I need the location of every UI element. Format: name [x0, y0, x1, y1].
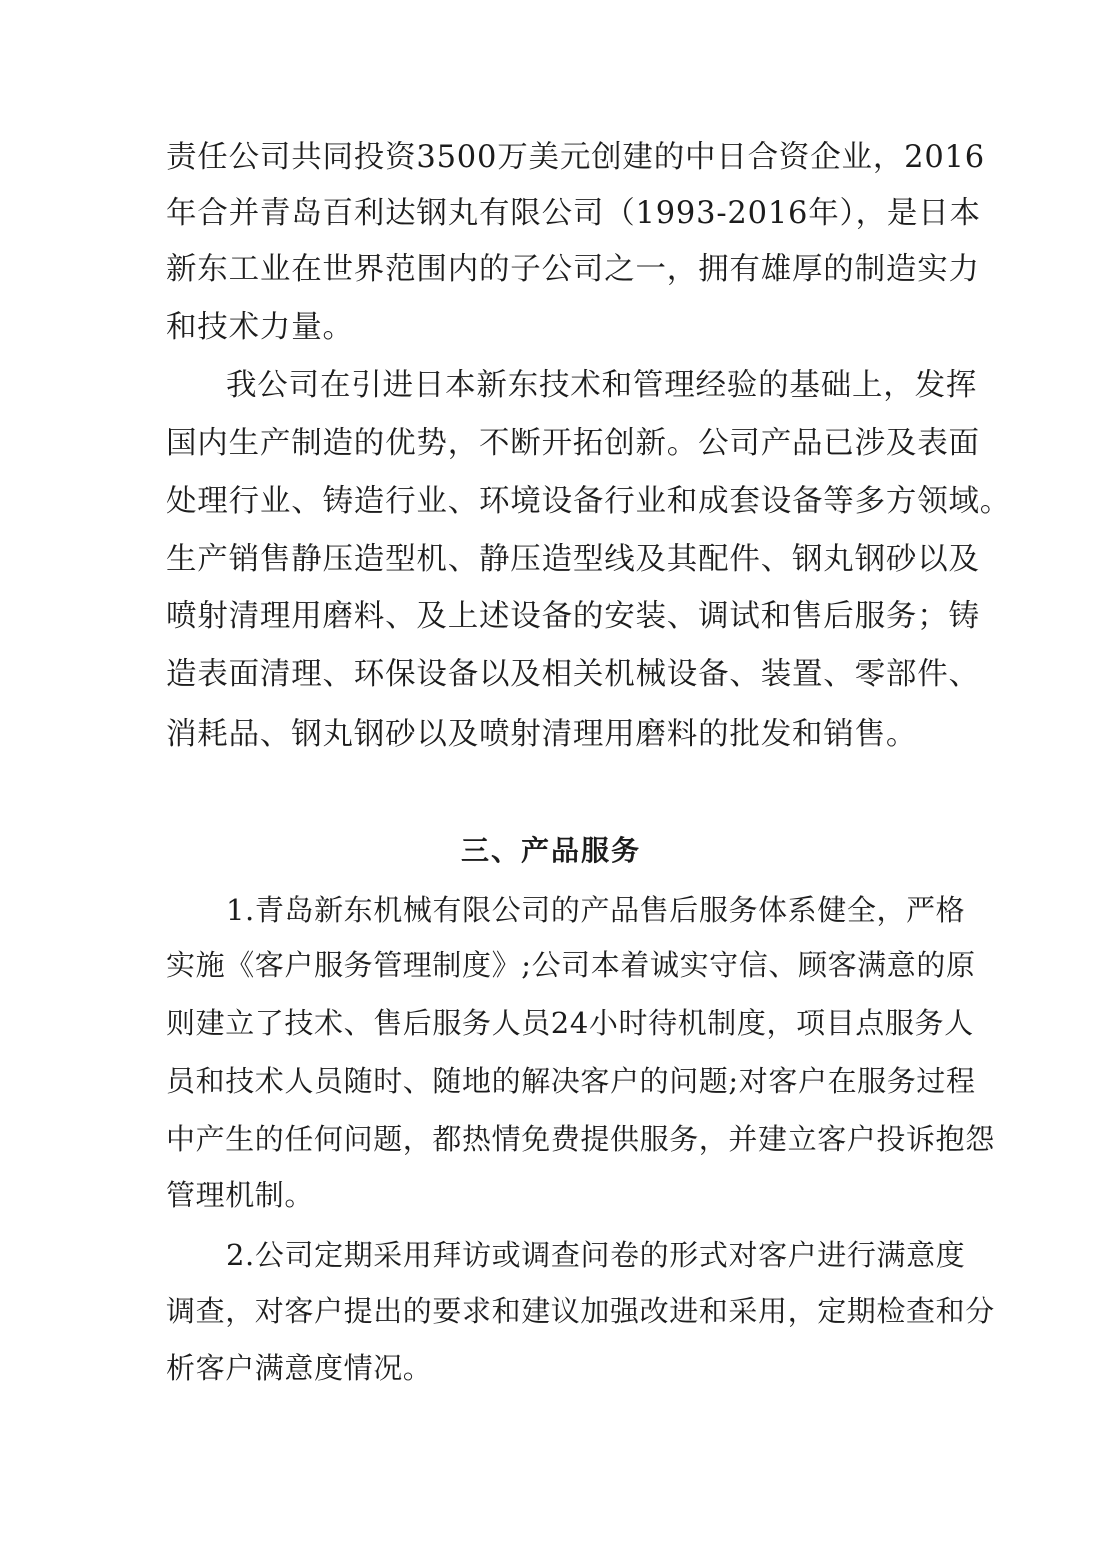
paragraph-line: 和技术力量。	[166, 310, 354, 345]
paragraph-line: 新东工业在世界范围内的子公司之一，拥有雄厚的制造实力	[166, 252, 980, 287]
paragraph-line: 析客户满意度情况。	[166, 1351, 433, 1385]
paragraph-line: 责任公司共同投资3500万美元创建的中日合资企业，2016	[166, 140, 985, 175]
paragraph-line: 管理机制。	[166, 1178, 315, 1212]
paragraph-line: 中产生的任何问题，都热情免费提供服务，并建立客户投诉抱怨	[166, 1122, 995, 1156]
paragraph-line: 员和技术人员随时、随地的解决客户的问题;对客户在服务过程	[166, 1064, 976, 1098]
paragraph-line: 我公司在引进日本新东技术和管理经验的基础上，发挥	[226, 368, 978, 403]
section-heading: 三、产品服务	[460, 834, 641, 867]
paragraph-line: 则建立了技术、售后服务人员24小时待机制度，项目点服务人	[166, 1006, 974, 1040]
paragraph-line: 消耗品、钢丸钢砂以及喷射清理用磨料的批发和销售。	[166, 717, 918, 752]
paragraph-line: 国内生产制造的优势，不断开拓创新。公司产品已涉及表面	[166, 426, 980, 461]
paragraph-line: 年合并青岛百利达钢丸有限公司（1993-2016年），是日本	[166, 196, 981, 231]
paragraph-line: 造表面清理、环保设备以及相关机械设备、装置、零部件、	[166, 657, 980, 692]
paragraph-line: 2.公司定期采用拜访或调查问卷的形式对客户进行满意度	[226, 1238, 966, 1272]
paragraph-line: 处理行业、铸造行业、环境设备行业和成套设备等多方领域。	[166, 484, 1012, 519]
paragraph-line: 实施《客户服务管理制度》;公司本着诚实守信、顾客满意的原	[166, 948, 976, 982]
paragraph-line: 生产销售静压造型机、静压造型线及其配件、钢丸钢砂以及	[166, 542, 980, 577]
paragraph-line: 1.青岛新东机械有限公司的产品售后服务体系健全，严格	[226, 893, 966, 927]
paragraph-line: 喷射清理用磨料、及上述设备的安装、调试和售后服务；铸	[166, 599, 980, 634]
paragraph-line: 调查，对客户提出的要求和建议加强改进和采用，定期检查和分	[166, 1294, 995, 1328]
